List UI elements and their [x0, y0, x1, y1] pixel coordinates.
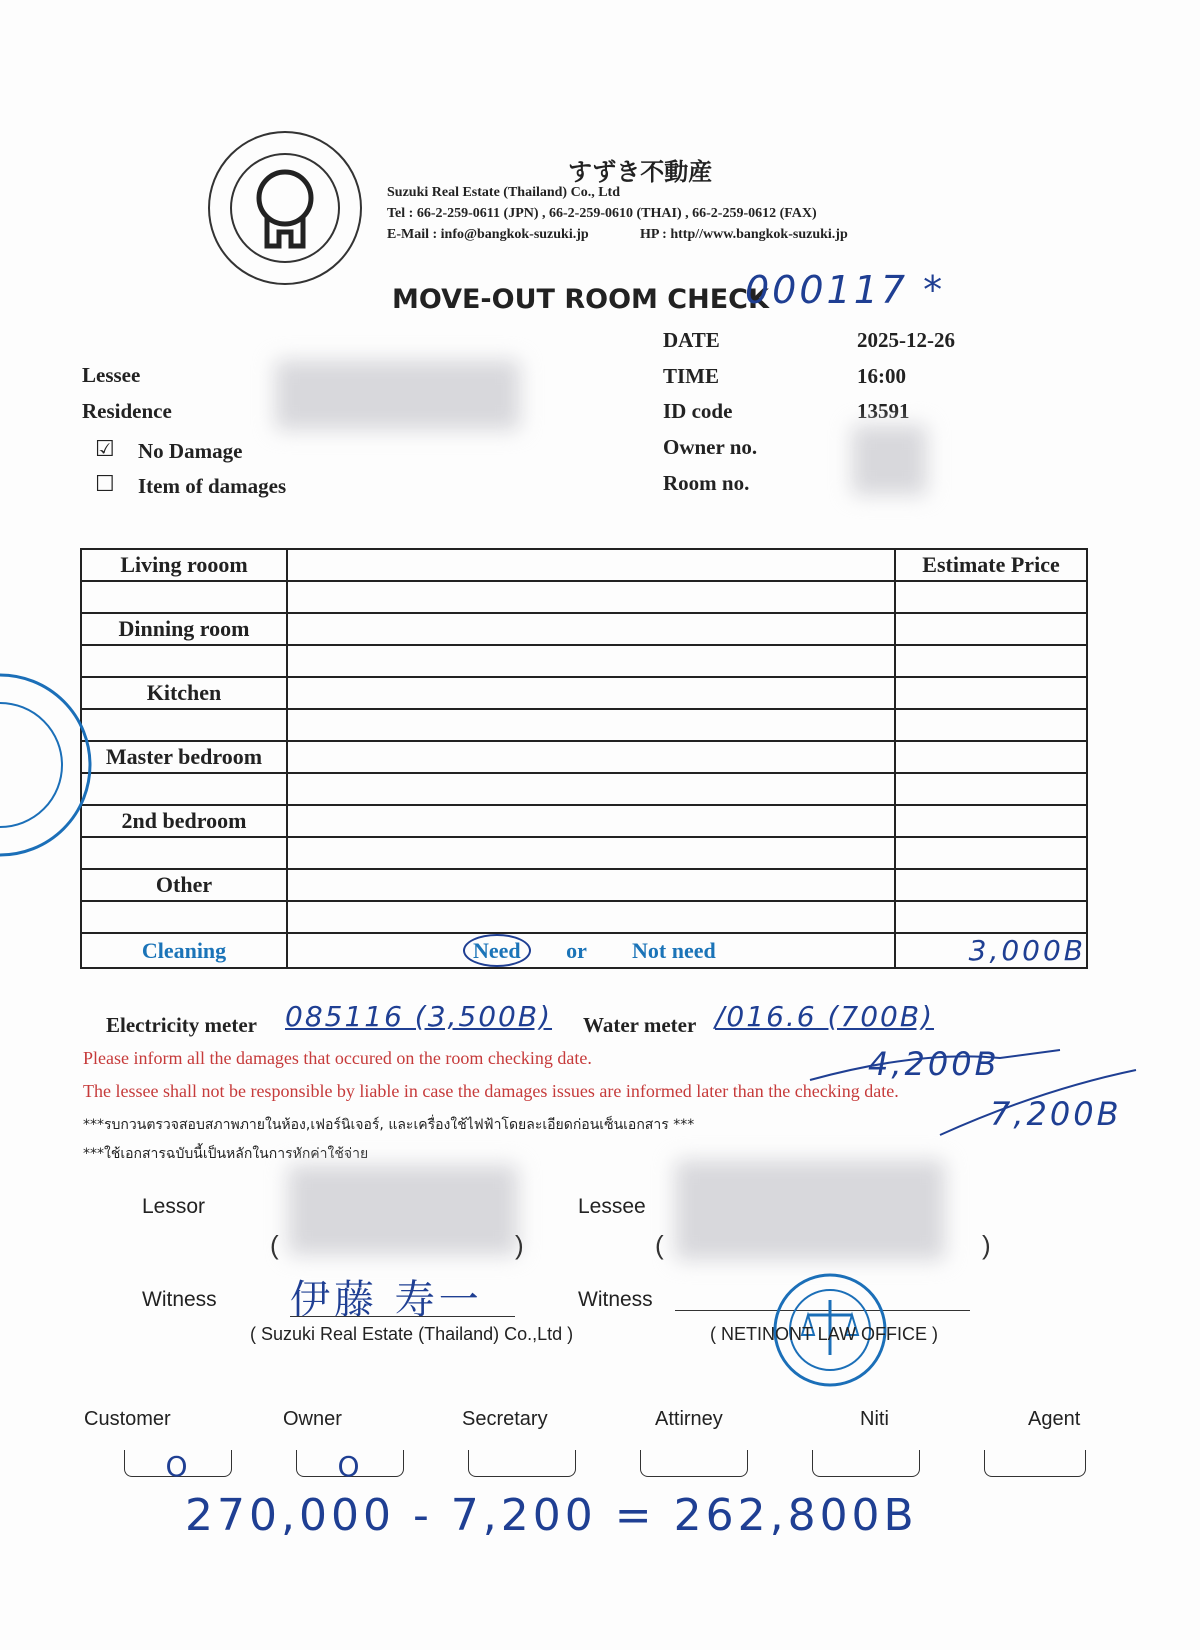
- approval-box[interactable]: [468, 1450, 576, 1477]
- table-row: [81, 741, 1087, 773]
- company-name: Suzuki Real Estate (Thailand) Co., Ltd: [387, 185, 620, 200]
- approval-box[interactable]: [812, 1450, 920, 1477]
- table-row: [81, 677, 1087, 709]
- electricity-value: 085116 (3,500B): [285, 1000, 553, 1033]
- table-row: [81, 805, 1087, 837]
- partial-stamp-left: [0, 655, 95, 875]
- redacted-lessor: [288, 1165, 518, 1255]
- approval-label: Secretary: [462, 1408, 548, 1430]
- witness-label-right: Witness: [578, 1288, 653, 1311]
- item-damages-checkbox[interactable]: ☐: [95, 472, 115, 497]
- lessor-paren-close: ): [515, 1230, 524, 1260]
- note-thai-2: ***ใช้เอกสารฉบับนี้เป็นหลักในการหักค่าใช้จ่าย: [83, 1146, 369, 1162]
- company-stamp: [205, 128, 365, 288]
- approval-box[interactable]: [640, 1450, 748, 1477]
- room-name: Kitchen: [81, 677, 287, 709]
- water-value: /016.6 (700B): [715, 1000, 934, 1033]
- table-row: [81, 581, 1087, 613]
- no-damage-label: No Damage: [138, 439, 243, 463]
- lessee-sign-label: Lessee: [578, 1195, 646, 1218]
- company-hp: HP : http//www.bangkok-suzuki.jp: [640, 227, 848, 242]
- witness-signature: 伊藤 寿一: [290, 1277, 483, 1323]
- lessor-label: Lessor: [142, 1195, 206, 1218]
- approval-box[interactable]: [124, 1450, 232, 1483]
- time-label: TIME: [663, 364, 720, 388]
- logo-jp: すずき不動産: [568, 158, 713, 186]
- item-damages-label: Item of damages: [138, 474, 287, 498]
- date-value: 2025-12-26: [857, 328, 955, 352]
- table-row: [81, 549, 1087, 581]
- approval-label: Customer: [84, 1408, 171, 1430]
- page-title: MOVE-OUT ROOM CHECK: [392, 284, 769, 315]
- form-number: 000117 *: [745, 268, 946, 312]
- owner-label: Owner no.: [663, 435, 758, 459]
- company-tel: Tel : 66-2-259-0611 (JPN) , 66-2-259-0610 (THAI) , 66-2-259-0612 (FAX): [387, 206, 817, 221]
- cleaning-label: Cleaning: [81, 933, 287, 968]
- company-email: E-Mail : info@bangkok-suzuki.jp: [387, 227, 589, 242]
- witness-label-left: Witness: [142, 1288, 217, 1311]
- lessee-paren-close: ): [982, 1230, 991, 1260]
- lessee-label: Lessee: [82, 363, 141, 387]
- cleaning-price: 3,000B: [895, 933, 1087, 968]
- room-name: 2nd bedroom: [81, 805, 287, 837]
- time-value: 16:00: [857, 364, 906, 388]
- or-text: or: [566, 937, 587, 963]
- approval-mark: O: [165, 1450, 191, 1483]
- redacted-lessee: [275, 360, 520, 430]
- id-label: ID code: [663, 399, 733, 423]
- approval-label: Niti: [860, 1408, 889, 1430]
- electricity-label: Electricity meter: [106, 1013, 257, 1037]
- room-name: Living rooom: [81, 549, 287, 581]
- approval-mark: O: [337, 1450, 363, 1483]
- approval-label: Agent: [1028, 1408, 1081, 1430]
- room-name: Master bedroom: [81, 741, 287, 773]
- table-row: [81, 869, 1087, 901]
- table-row: [81, 709, 1087, 741]
- date-label: DATE: [663, 328, 720, 352]
- table-row: [81, 773, 1087, 805]
- id-value: 13591: [857, 399, 910, 423]
- lessee-org: ( NETINONT LAW OFFICE ): [710, 1324, 938, 1344]
- final-calculation: 270,000 - 7,200 = 262,800B: [185, 1490, 918, 1541]
- lessor-paren-open: (: [270, 1230, 279, 1260]
- room-label: Room no.: [663, 471, 750, 495]
- approval-box[interactable]: [296, 1450, 404, 1483]
- witness-line-left: [290, 1316, 515, 1317]
- table-row: [81, 901, 1087, 933]
- note-thai-1: ***รบกวนตรวจสอบสภาพภายในห้อง,เฟอร์นิเจอร์, และเครื่องใช้ไฟฟ้าโดยละเอียดก่อนเซ็นเอกสาร ***: [83, 1117, 695, 1133]
- redacted-owner-room: [852, 425, 927, 495]
- table-row: [81, 613, 1087, 645]
- room-check-table: [80, 548, 1088, 969]
- subtotal-handwritten: 4,200B: [868, 1045, 1000, 1083]
- table-row: [81, 645, 1087, 677]
- room-name: Dinning room: [81, 613, 287, 645]
- approval-label: Attirney: [655, 1408, 723, 1430]
- approval-box[interactable]: [984, 1450, 1086, 1477]
- redacted-lessee-sign: [675, 1160, 945, 1260]
- not-need-option[interactable]: Not need: [632, 937, 716, 963]
- approval-label: Owner: [283, 1408, 342, 1430]
- lessor-org: ( Suzuki Real Estate (Thailand) Co.,Ltd ): [250, 1324, 574, 1344]
- table-row: [81, 933, 1087, 968]
- room-name: Other: [81, 869, 287, 901]
- need-option[interactable]: Need: [463, 934, 531, 967]
- handwritten-strokes: [800, 1030, 1140, 1150]
- estimate-header: Estimate Price: [895, 549, 1087, 581]
- no-damage-checkbox[interactable]: ☑: [95, 437, 115, 462]
- water-label: Water meter: [583, 1013, 697, 1037]
- table-row: [81, 837, 1087, 869]
- note-line-1: Please inform all the damages that occured on the room checking date.: [83, 1048, 592, 1068]
- residence-label: Residence: [82, 399, 172, 423]
- lessee-paren-open: (: [655, 1230, 664, 1260]
- total-handwritten: 7,200B: [990, 1095, 1122, 1133]
- note-line-2: The lessee shall not be responsible by liable in case the damages issues are informed later than the checking date.: [83, 1081, 899, 1101]
- cleaning-options: [287, 933, 895, 968]
